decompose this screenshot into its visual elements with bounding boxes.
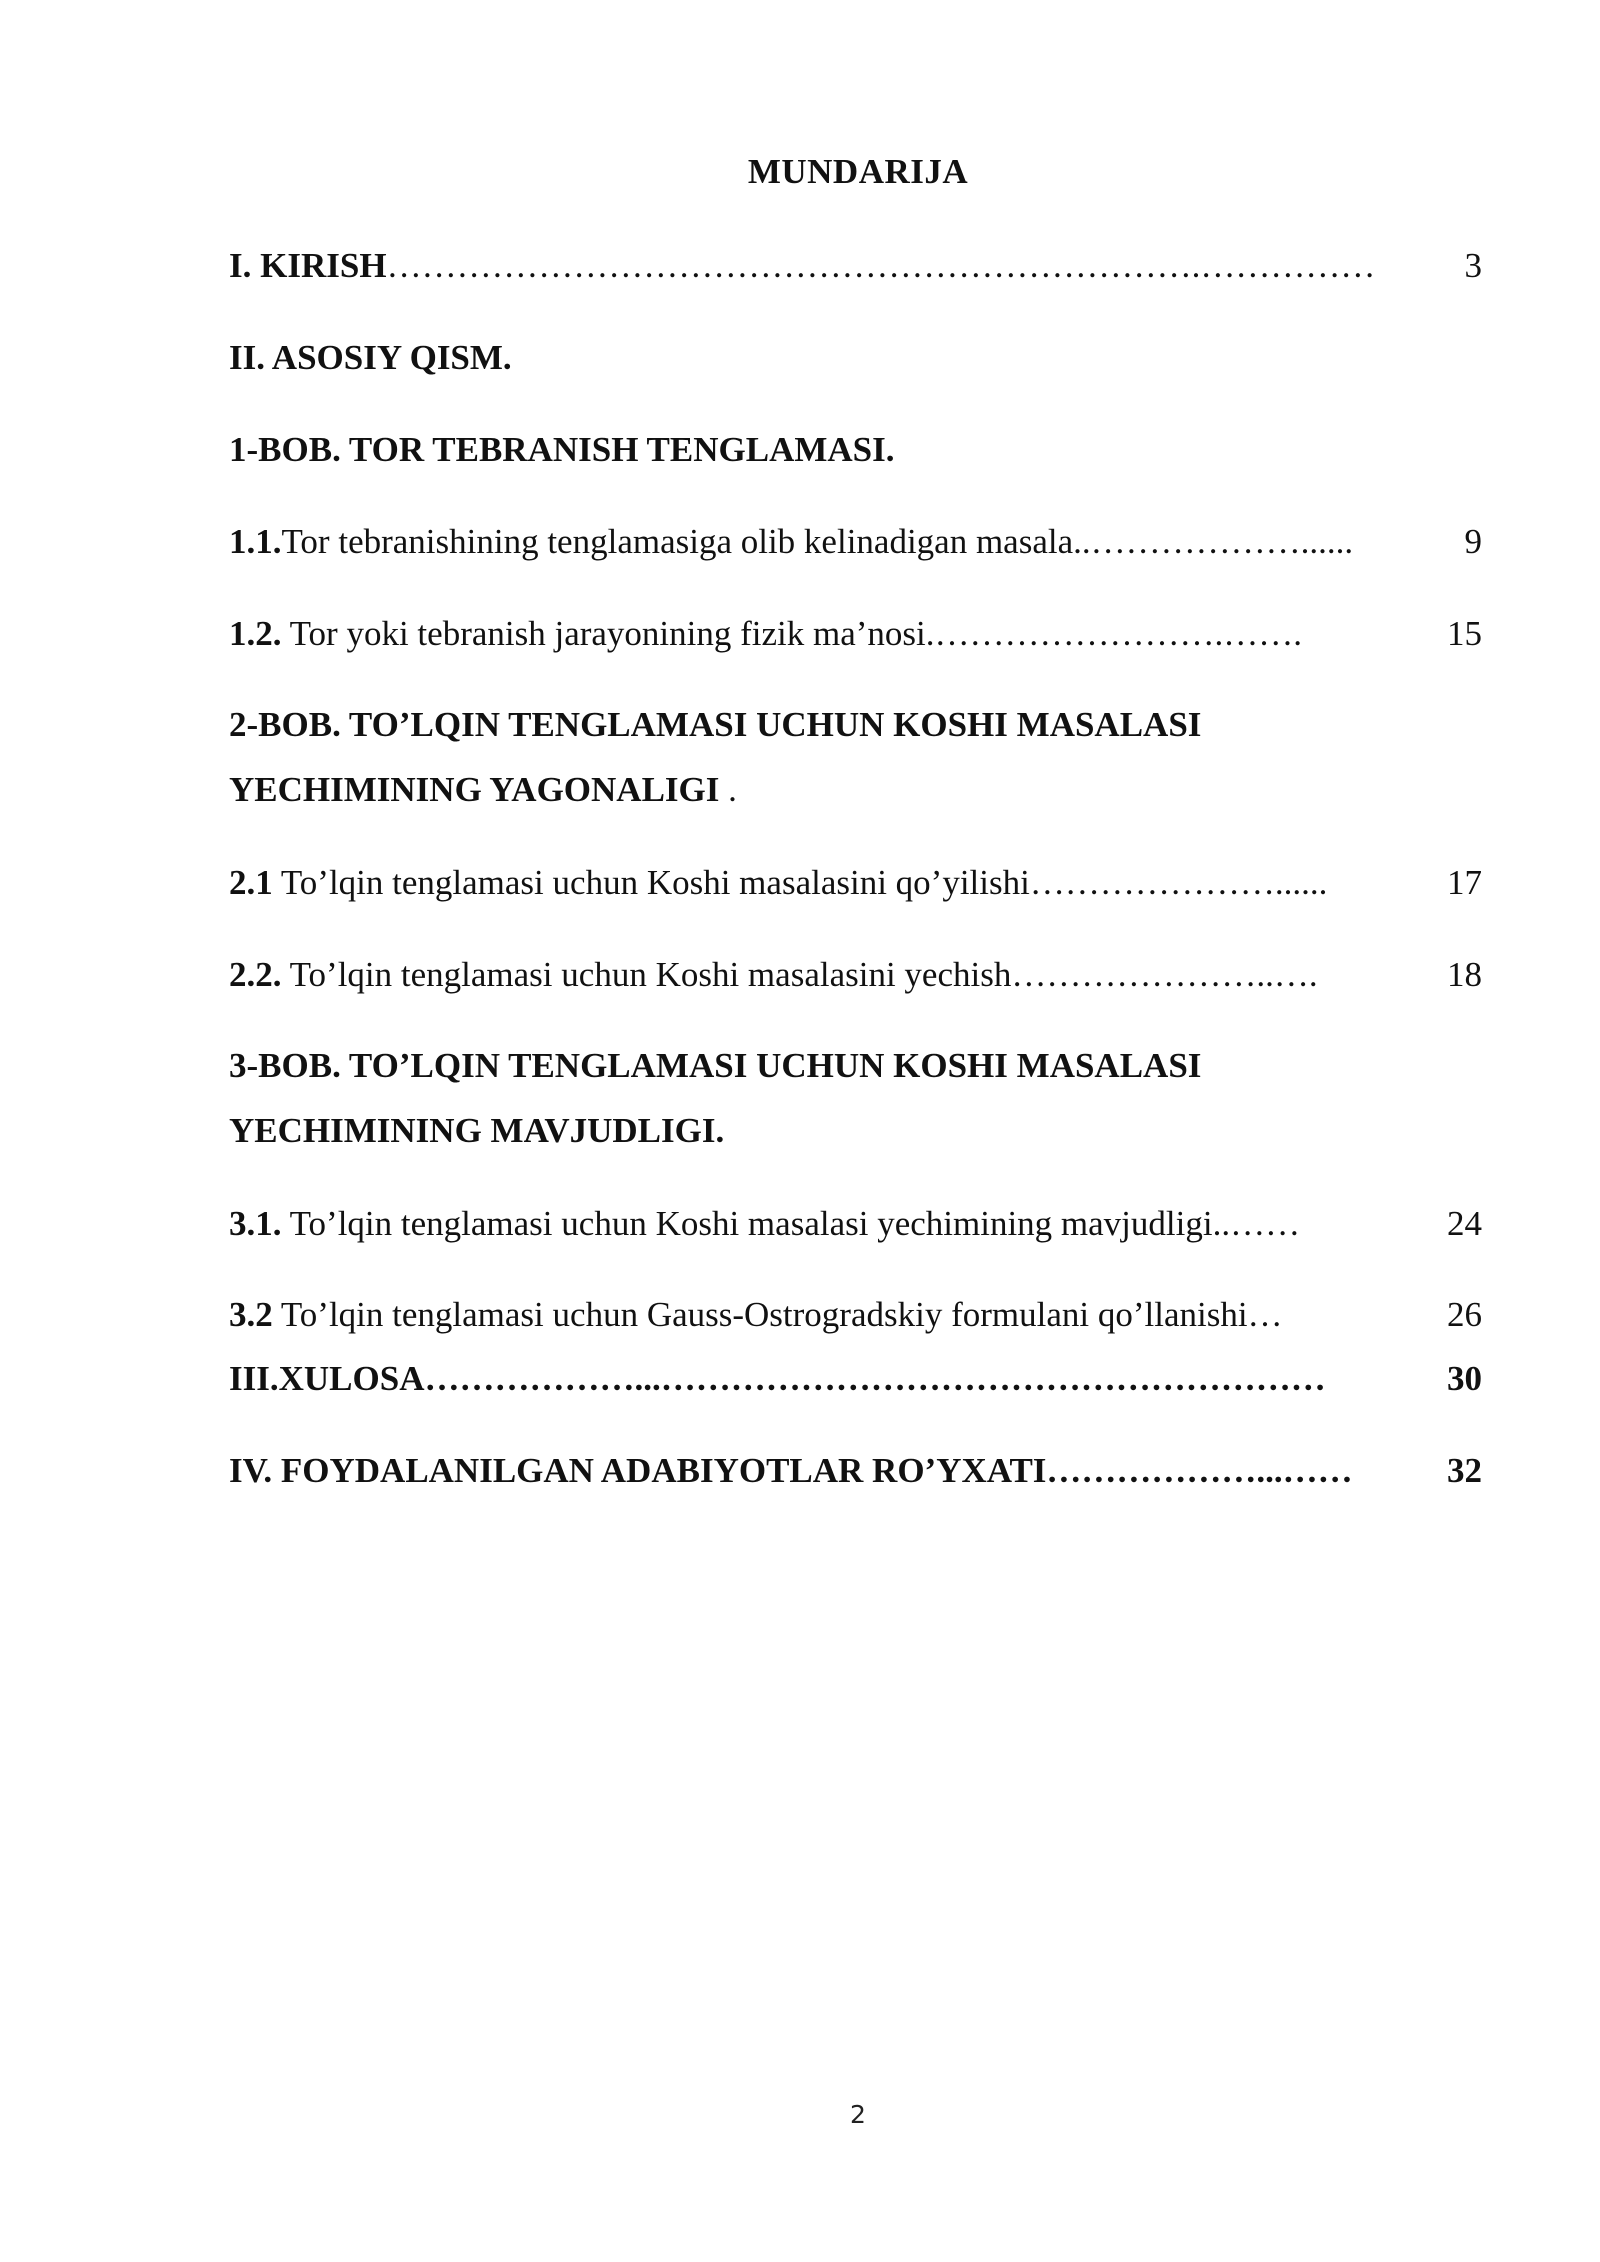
toc-entry-text: To’lqin tenglamasi uchun Koshi masalasini qo’yilishi…………………...... [272, 863, 1328, 902]
toc-entry-label: III.XULOSA………………...………………………………………………… [229, 1359, 1326, 1398]
toc-entry-kirish[interactable] [229, 244, 1482, 288]
toc-entry-label-line2: YECHIMINING MAVJUDLIGI. [229, 1111, 725, 1150]
toc-entry-label-line2: YECHIMINING YAGONALIGI [229, 770, 720, 809]
toc-entry-page: 15 [1447, 614, 1482, 653]
toc-entry-label-line1: 3-BOB. TO’LQIN TENGLAMASI UCHUN KOSHI MASALASI [229, 1046, 1202, 1085]
toc-entry-page: 3 [1464, 246, 1482, 285]
toc-entry-text: Tor yoki tebranish jarayonining fizik ma’nosi.…………………….……. [281, 614, 1303, 653]
toc-entry-number: 3.1. [229, 1204, 282, 1243]
toc-entry-1-1[interactable] [229, 520, 1482, 564]
toc-entry-page: 24 [1447, 1204, 1482, 1243]
toc-entry-page: 18 [1447, 955, 1482, 994]
toc-entry-leader: …………………………………………………………….…………… [386, 246, 1376, 285]
toc-entry-asosiy-qism[interactable] [229, 336, 1482, 380]
toc-entry-number: 1.2. [229, 614, 282, 653]
toc-entry-label: II. ASOSIY QISM. [229, 338, 512, 377]
toc-entry-number: 2.1 [229, 863, 273, 902]
toc-entry-text: Tor tebranishining tenglamasiga olib kelinadigan masala..………………...... [281, 522, 1354, 561]
toc-entry-label-line1: 2-BOB. TO’LQIN TENGLAMASI UCHUN KOSHI MASALASI [229, 705, 1202, 744]
toc-entry-bob1[interactable] [229, 428, 1482, 472]
toc-entry-1-2[interactable] [229, 612, 1482, 656]
toc-entry-label-tail: . [719, 770, 737, 809]
toc-entry-number: 3.2 [229, 1295, 273, 1334]
page-number-footer: 2 [850, 2100, 866, 2129]
toc-entry-2-2[interactable] [229, 953, 1482, 997]
toc-entry-page: 17 [1447, 863, 1482, 902]
toc-entry-text: To’lqin tenglamasi uchun Koshi masalasi yechimining mavjudligi..…… [281, 1204, 1301, 1243]
toc-entry-text: To’lqin tenglamasi uchun Gauss-Ostrogradskiy formulani qo’llanishi… [272, 1295, 1283, 1334]
toc-entry-3-2[interactable] [229, 1293, 1482, 1337]
toc-entry-adabiyotlar[interactable] [229, 1449, 1482, 1493]
toc-entry-bob3[interactable] [229, 1044, 1482, 1153]
toc-entry-number: 2.2. [229, 955, 282, 994]
toc-entry-xulosa[interactable] [229, 1357, 1482, 1401]
toc-entry-page: 32 [1447, 1451, 1482, 1490]
toc-entry-label: 1-BOB. TOR TEBRANISH TENGLAMASI. [229, 430, 895, 469]
toc-entry-3-1[interactable] [229, 1202, 1482, 1246]
page-title: MUNDARIJA [747, 152, 969, 191]
toc-entry-page: 9 [1464, 522, 1482, 561]
toc-entry-label: IV. FOYDALANILGAN ADABIYOTLAR RO’YXATI………………...…… [229, 1451, 1353, 1490]
toc-entry-number: 1.1. [229, 522, 282, 561]
toc-entry-label: I. KIRISH [229, 246, 387, 285]
toc-entry-page: 30 [1447, 1359, 1482, 1398]
toc-entry-bob2[interactable] [229, 703, 1482, 812]
toc-entry-text: To’lqin tenglamasi uchun Koshi masalasini yechish…………………..…. [281, 955, 1318, 994]
toc-entry-2-1[interactable] [229, 861, 1482, 905]
toc-entry-page: 26 [1447, 1295, 1482, 1334]
